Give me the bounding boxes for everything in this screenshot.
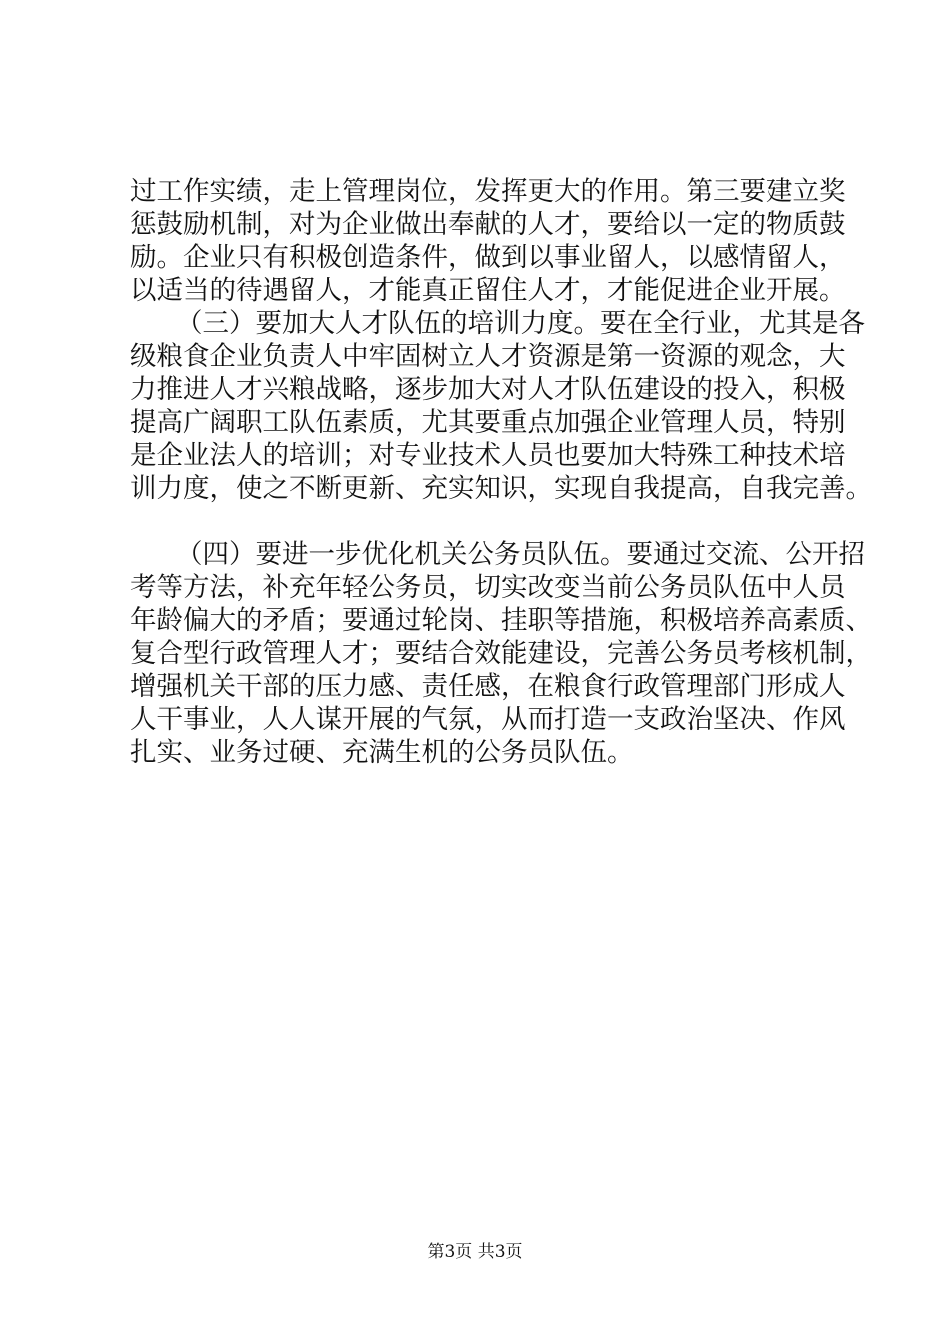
paragraph-2-line-1: （三）要加大人才队伍的培训力度。要在全行业，尤其是各 <box>176 308 865 339</box>
paragraph-2-line-3: 力推进人才兴粮战略，逐步加大对人才队伍建设的投入，积极 <box>130 374 846 405</box>
paragraph-2-line-6: 训力度，使之不断更新、充实知识，实现自我提高，自我完善。 <box>130 473 872 504</box>
page-number-footer: 第3页 共3页 <box>427 1242 523 1262</box>
paragraph-2-line-4: 提高广阔职工队伍素质，尤其要重点加强企业管理人员，特别 <box>130 407 846 438</box>
paragraph-1-line-1: 过工作实绩，走上管理岗位，发挥更大的作用。第三要建立奖 <box>130 176 846 207</box>
paragraph-3-line-1: （四）要进一步优化机关公务员队伍。要通过交流、公开招 <box>176 539 865 570</box>
paragraph-1-line-3: 励。企业只有积极创造条件，做到以事业留人，以感情留人， <box>130 242 846 273</box>
paragraph-2-line-5: 是企业法人的培训；对专业技术人员也要加大特殊工种技术培 <box>130 440 846 471</box>
paragraph-3-line-7: 扎实、业务过硬、充满生机的公务员队伍。 <box>130 737 634 768</box>
paragraph-3-line-3: 年龄偏大的矛盾；要通过轮岗、挂职等措施，积极培养高素质、 <box>130 605 872 636</box>
paragraph-2-line-2: 级粮食企业负责人中牢固树立人才资源是第一资源的观念，大 <box>130 341 846 372</box>
paragraph-3-line-5: 增强机关干部的压力感、责任感，在粮食行政管理部门形成人 <box>130 671 846 702</box>
paragraph-3-line-2: 考等方法，补充年轻公务员，切实改变当前公务员队伍中人员 <box>130 572 846 603</box>
paragraph-3-line-6: 人干事业，人人谋开展的气氛，从而打造一支政治坚决、作风 <box>130 704 846 735</box>
paragraph-1-line-4: 以适当的待遇留人，才能真正留住人才，才能促进企业开展。 <box>130 275 846 306</box>
paragraph-3-line-4: 复合型行政管理人才；要结合效能建设，完善公务员考核机制， <box>130 638 872 669</box>
paragraph-1-line-2: 惩鼓励机制，对为企业做出奉献的人才，要给以一定的物质鼓 <box>130 209 846 240</box>
